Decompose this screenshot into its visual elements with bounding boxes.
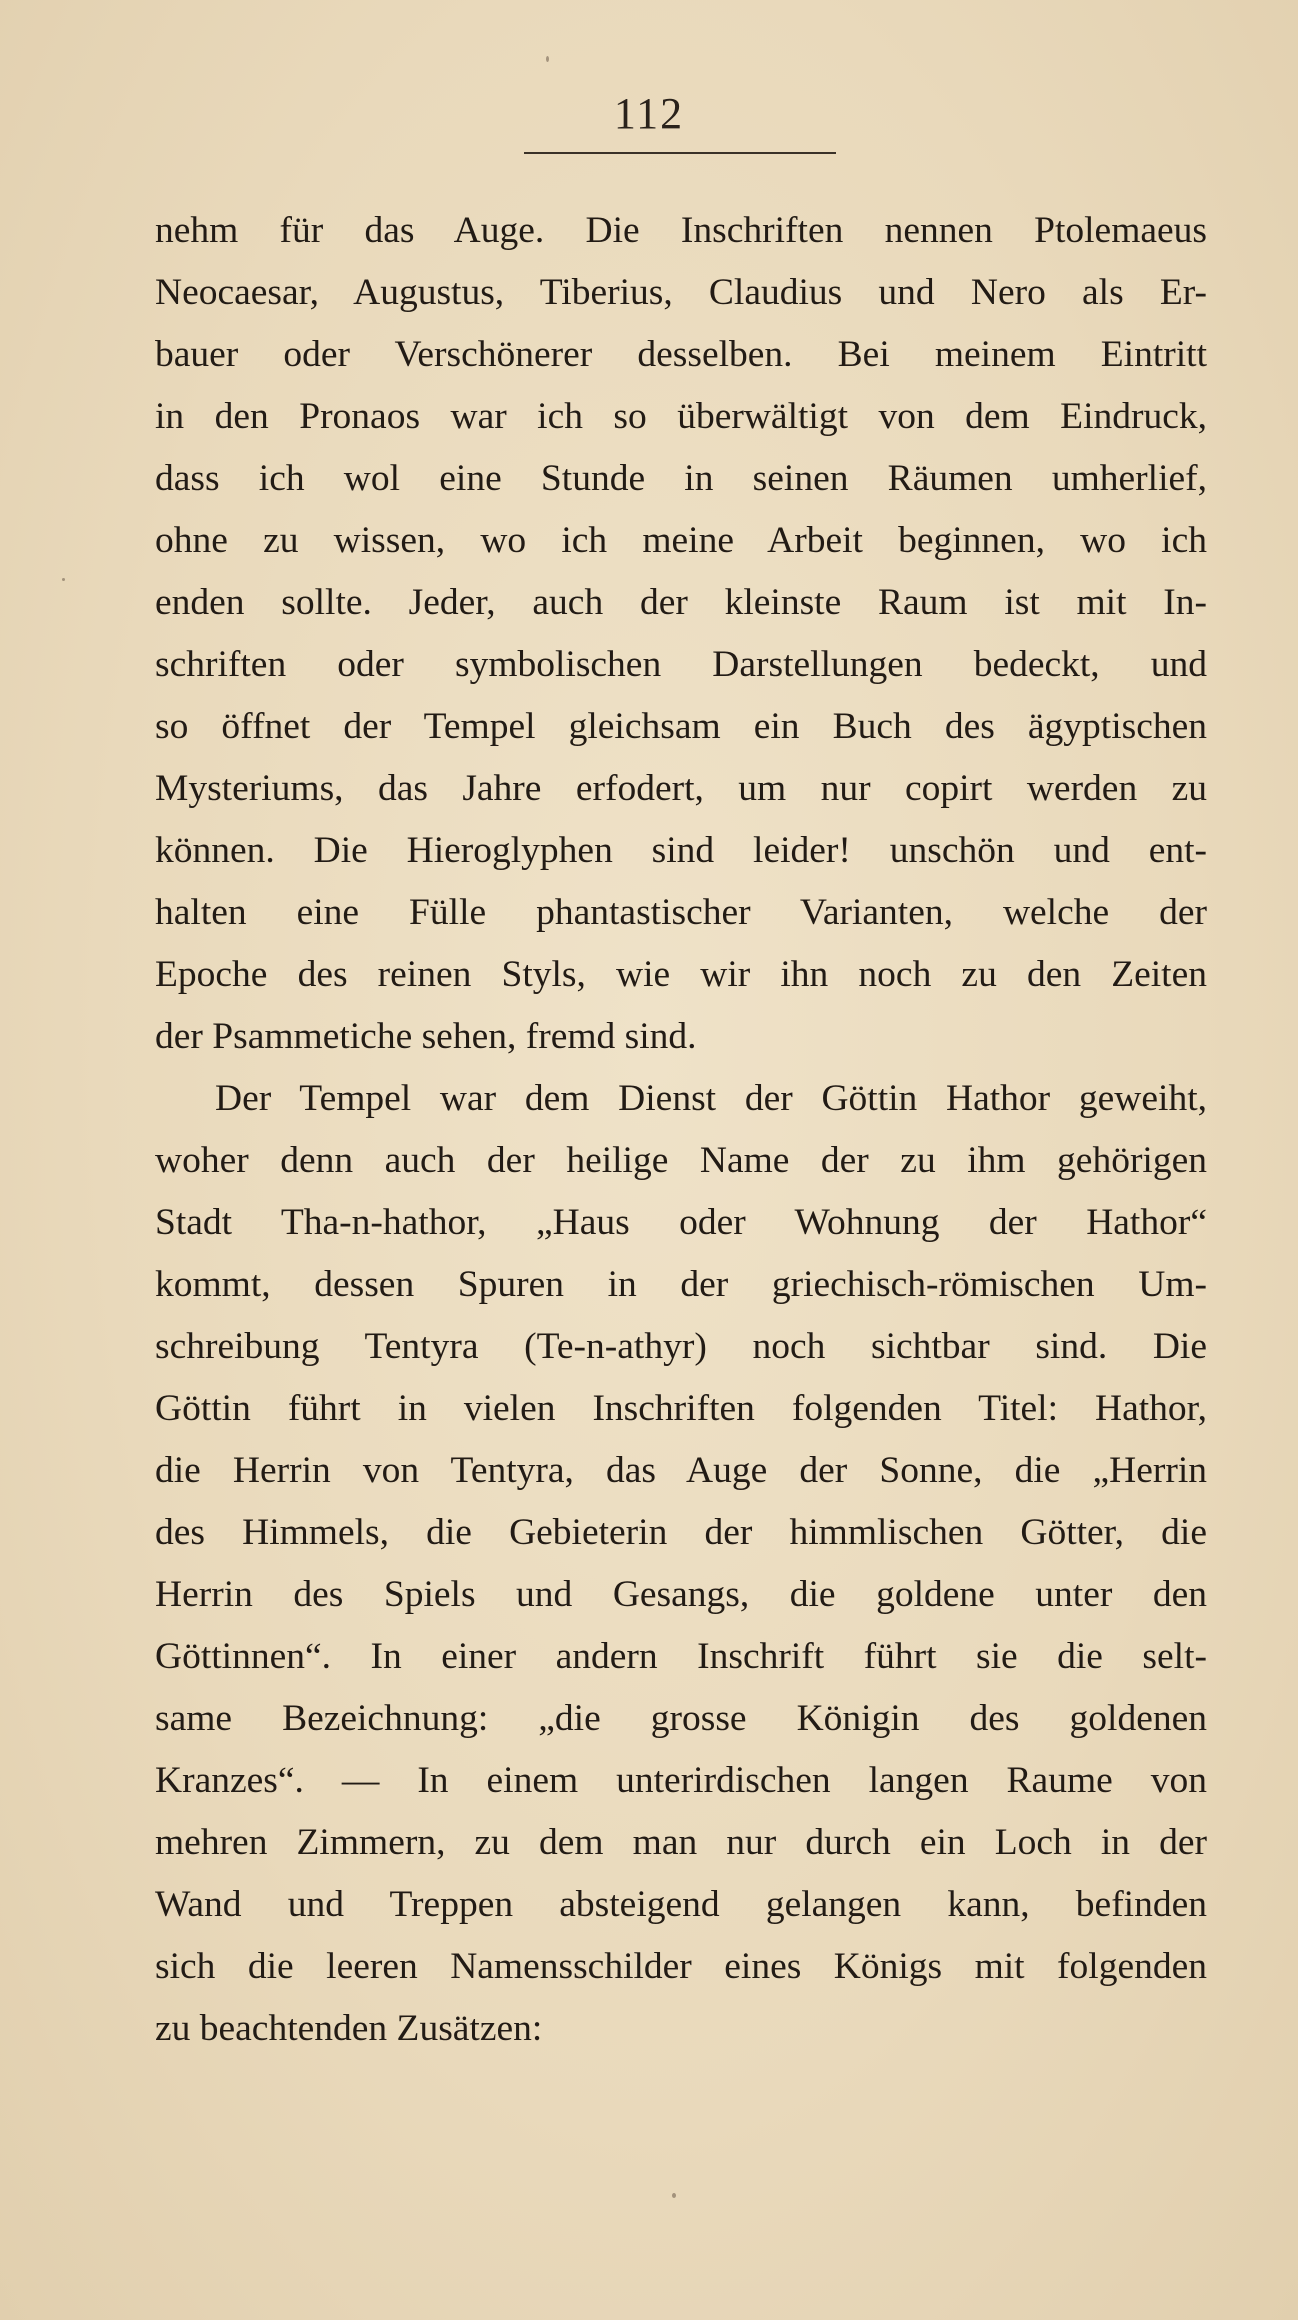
text-line: dass ich wol eine Stunde in seinen Räumen umherlief, — [155, 458, 1207, 499]
text-line: sich die leeren Namensschilder eines Königs mit folgenden — [155, 1946, 1207, 1987]
text-line: mehren Zimmern, zu dem man nur durch ein Loch in der — [155, 1822, 1207, 1863]
text-line: Epoche des reinen Styls, wie wir ihn noch zu den Zeiten — [155, 954, 1207, 995]
paper-speck — [672, 2193, 676, 2198]
text-line: können. Die Hieroglyphen sind leider! unschön und ent- — [155, 830, 1207, 871]
text-line: die Herrin von Tentyra, das Auge der Sonne, die „Herrin — [155, 1450, 1207, 1491]
paragraph-end-line: der Psammetiche sehen, fremd sind. — [155, 1016, 697, 1057]
text-line: Herrin des Spiels und Gesangs, die goldene unter den — [155, 1574, 1207, 1615]
text-line: Göttin führt in vielen Inschriften folgenden Titel: Hathor, — [155, 1388, 1207, 1429]
paper-speck — [62, 578, 65, 581]
text-line: halten eine Fülle phantastischer Varianten, welche der — [155, 892, 1207, 933]
header-rule — [524, 152, 836, 154]
text-line: Wand und Treppen absteigend gelangen kann, befinden — [155, 1884, 1207, 1925]
text-line: so öffnet der Tempel gleichsam ein Buch des ägyptischen — [155, 706, 1207, 747]
text-line: enden sollte. Jeder, auch der kleinste Raum ist mit In- — [155, 582, 1207, 623]
text-line: ohne zu wissen, wo ich meine Arbeit beginnen, wo ich — [155, 520, 1207, 561]
text-line: kommt, dessen Spuren in der griechisch-römischen Um- — [155, 1264, 1207, 1305]
text-line: nehm für das Auge. Die Inschriften nennen Ptolemaeus — [155, 210, 1207, 251]
text-line: same Bezeichnung: „die grosse Königin des goldenen — [155, 1698, 1207, 1739]
text-line: Kranzes“. — In einem unterirdischen langen Raume von — [155, 1760, 1207, 1801]
page-number: 112 — [613, 89, 685, 138]
text-line: in den Pronaos war ich so überwältigt von dem Eindruck, — [155, 396, 1207, 437]
body-text — [155, 200, 1207, 2060]
text-line: Göttinnen“. In einer andern Inschrift führt sie die selt- — [155, 1636, 1207, 1677]
text-line: schriften oder symbolischen Darstellungen bedeckt, und — [155, 644, 1207, 685]
text-line: des Himmels, die Gebieterin der himmlischen Götter, die — [155, 1512, 1207, 1553]
paragraph-end-line: zu beachtenden Zusätzen: — [155, 2008, 543, 2049]
paper-speck — [546, 56, 549, 62]
text-line: Neocaesar, Augustus, Tiberius, Claudius und Nero als Er- — [155, 272, 1207, 313]
text-line: bauer oder Verschönerer desselben. Bei meinem Eintritt — [155, 334, 1207, 375]
text-line: schreibung Tentyra (Te-n-athyr) noch sichtbar sind. Die — [155, 1326, 1207, 1367]
paragraph-start-line: Der Tempel war dem Dienst der Göttin Hathor geweiht, — [215, 1078, 1207, 1119]
text-line: Stadt Tha-n-hathor, „Haus oder Wohnung der Hathor“ — [155, 1202, 1207, 1243]
text-line: Mysteriums, das Jahre erfodert, um nur copirt werden zu — [155, 768, 1207, 809]
text-line: woher denn auch der heilige Name der zu ihm gehörigen — [155, 1140, 1207, 1181]
